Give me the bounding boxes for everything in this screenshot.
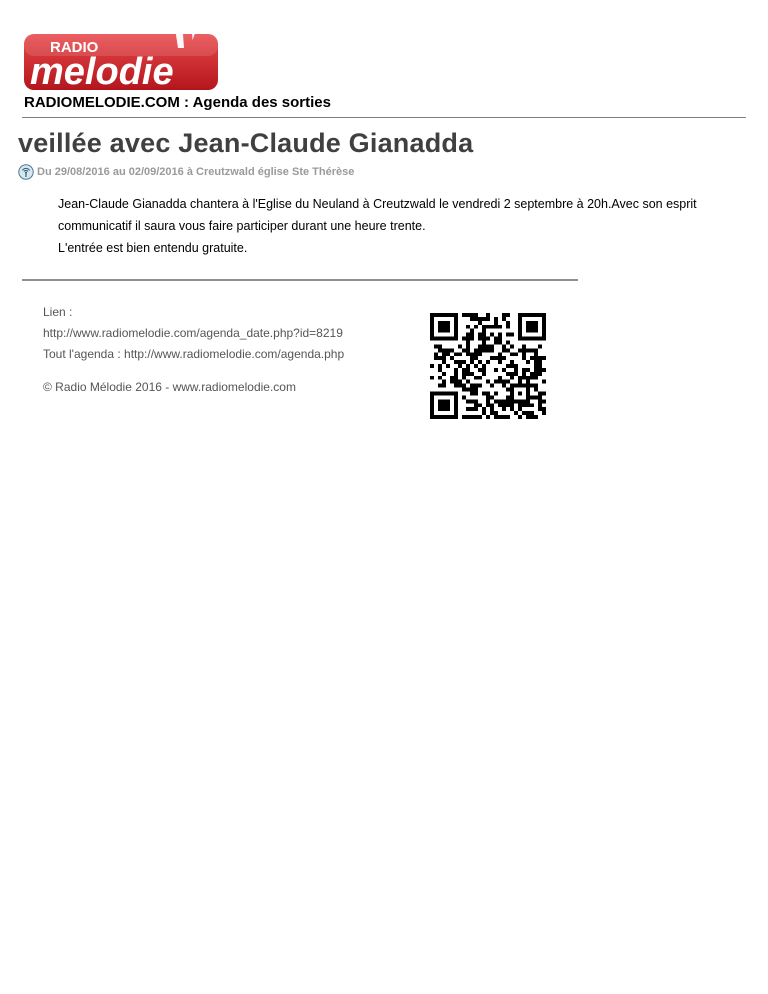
svg-text:RADIO: RADIO <box>50 39 99 56</box>
description-paragraph: L'entrée est bien entendu gratuite. <box>58 241 248 255</box>
svg-text:melodie: melodie <box>30 51 174 92</box>
header-divider <box>22 117 746 118</box>
copyright: © Radio Mélodie 2016 - www.radiomelodie.com <box>43 380 296 394</box>
event-link-url[interactable]: http://www.radiomelodie.com/agenda_date.php?id=8219 <box>43 326 343 340</box>
radio-melodie-logo[interactable] <box>22 18 220 92</box>
event-description <box>58 193 738 259</box>
event-title: veillée avec Jean-Claude Gianadda <box>18 128 474 158</box>
content-divider <box>22 279 578 281</box>
event-radio-icon <box>18 164 34 180</box>
agenda-link-line[interactable]: Tout l'agenda : http://www.radiomelodie.com/agenda.php <box>43 347 345 361</box>
event-date-location: Du 29/08/2016 au 02/09/2016 à Creutzwald église Ste Thérèse <box>37 166 355 178</box>
description-paragraph: Jean-Claude Gianadda chantera à l'Eglise du Neuland à Creutzwald le vendredi 2 septembre à 20h.Avec son esprit communicatif il saura vous faire participer durant une heure trente. <box>58 197 697 233</box>
event-meta-row <box>18 164 354 180</box>
qr-code <box>430 313 546 419</box>
link-label: Lien : <box>43 305 73 319</box>
site-header-title: RADIOMELODIE.COM : Agenda des sorties <box>24 94 331 111</box>
footer-info <box>43 302 344 398</box>
